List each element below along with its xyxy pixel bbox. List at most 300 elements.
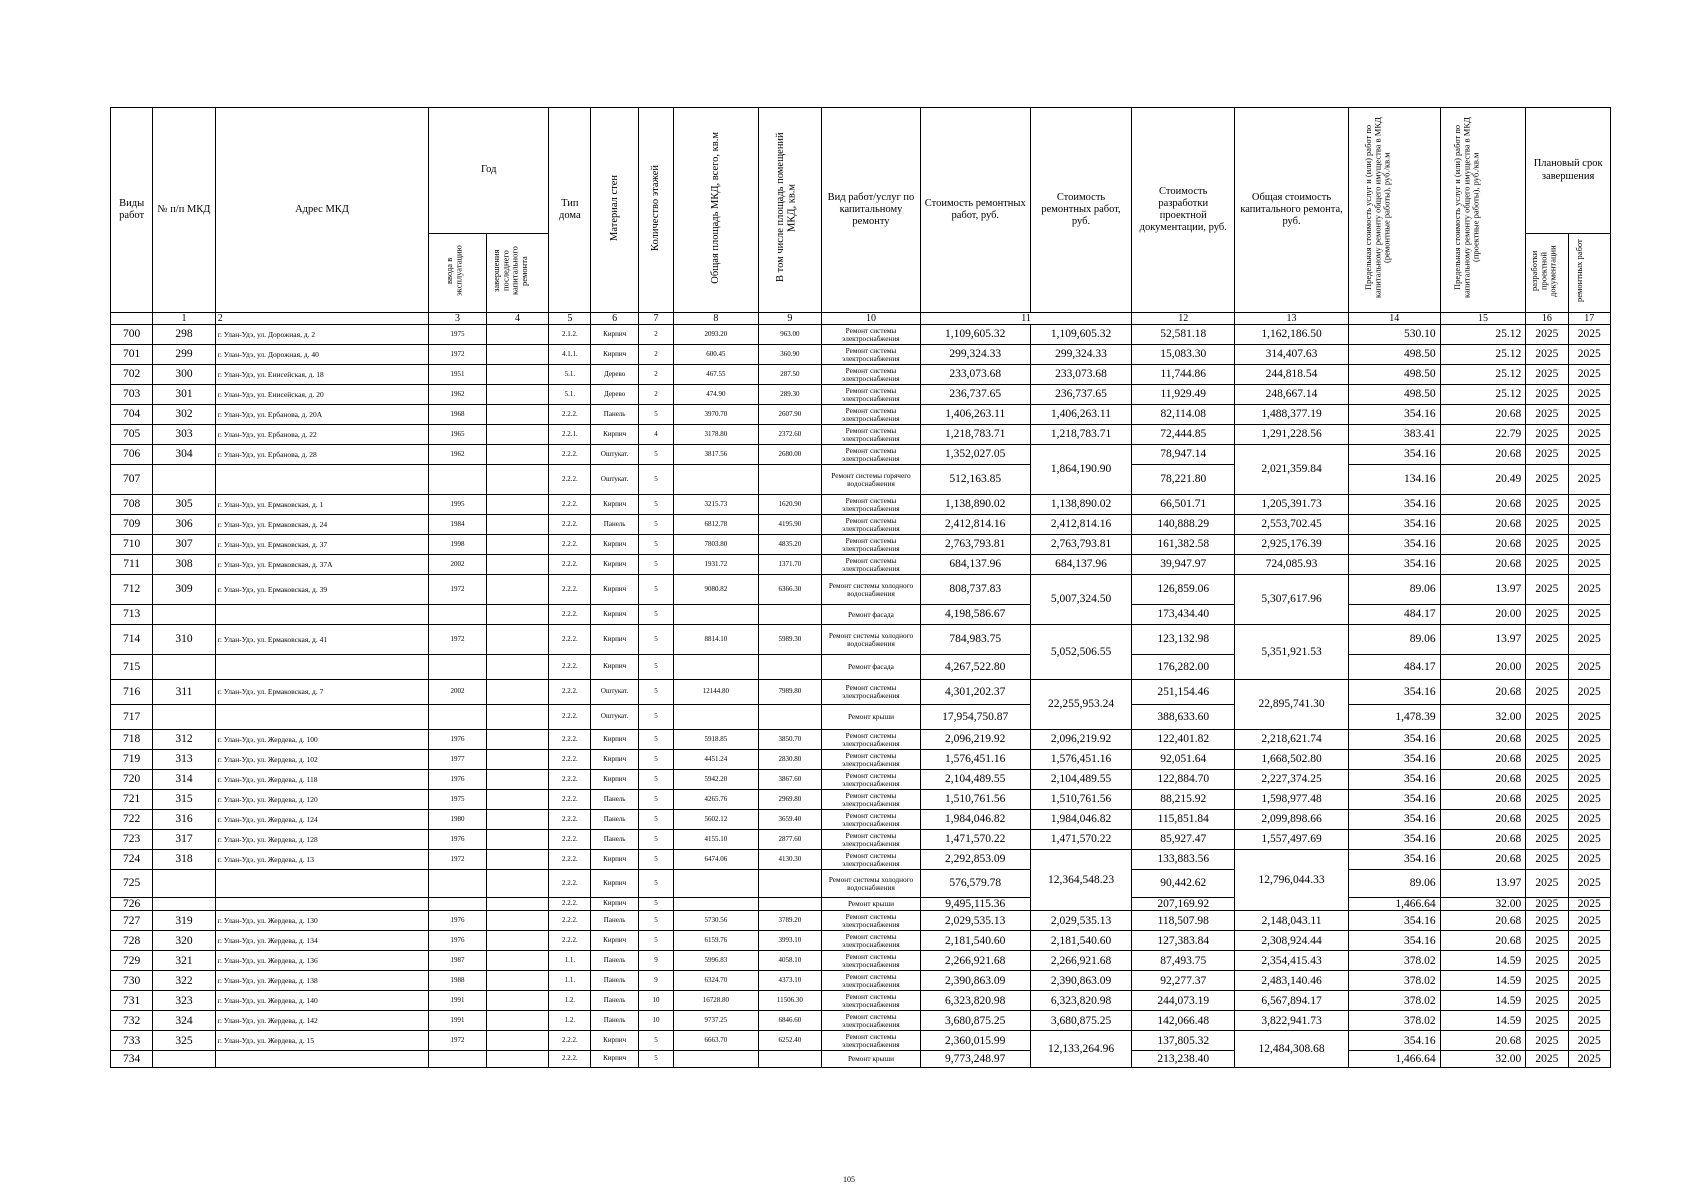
- term-repair-cell: 2025: [1568, 898, 1610, 911]
- premises-area-cell: 289.30: [758, 385, 821, 405]
- limit-repair-cell: 354.16: [1348, 810, 1440, 830]
- term-repair-cell: 2025: [1568, 425, 1610, 445]
- year-last-repair-cell: [486, 810, 548, 830]
- wall-material-cell: Панель: [591, 911, 638, 931]
- np-cell: 317: [153, 830, 215, 850]
- year-commissioning-cell: 2002: [429, 680, 486, 705]
- page-number: 105: [843, 1175, 855, 1184]
- vid-cell: 720: [111, 770, 153, 790]
- table-row: [111, 830, 1611, 850]
- house-type-cell: 2.2.2.: [549, 750, 591, 770]
- work-type-cell: Ремонт системы горячего водоснабжения: [822, 465, 921, 495]
- premises-area-cell: 1620.90: [758, 495, 821, 515]
- cost-repair-cell: 9,495,115.36: [920, 898, 1030, 911]
- cost-repair-cell: 236,737.65: [920, 385, 1030, 405]
- term-repair-cell: 2025: [1568, 605, 1610, 625]
- wall-material-cell: Кирпич: [591, 345, 638, 365]
- vid-cell: 711: [111, 555, 153, 575]
- column-number-cell: 13: [1235, 313, 1349, 325]
- year-commissioning-cell: 1987: [429, 951, 486, 971]
- year-last-repair-cell: [486, 385, 548, 405]
- cost-repair-cell: 2,104,489.55: [920, 770, 1030, 790]
- year-commissioning-cell: [429, 870, 486, 898]
- limit-repair-cell: 354.16: [1348, 750, 1440, 770]
- wall-material-cell: Панель: [591, 790, 638, 810]
- premises-area-cell: [758, 605, 821, 625]
- work-type-cell: Ремонт фасада: [822, 655, 921, 680]
- year-last-repair-cell: [486, 345, 548, 365]
- address-cell: г. Улан-Удэ, ул. Жердева, д. 13: [215, 850, 429, 870]
- cost-repair-cell: 2,763,793.81: [920, 535, 1030, 555]
- premises-area-cell: 2680.00: [758, 445, 821, 465]
- column-number-cell: 5: [549, 313, 591, 325]
- cost-repair-cell: 784,983.75: [920, 625, 1030, 655]
- premises-area-cell: 4058.10: [758, 951, 821, 971]
- floors-cell: 5: [638, 445, 673, 465]
- address-cell: г. Улан-Удэ, ул. Дорожная, д. 2: [215, 325, 429, 345]
- year-last-repair-cell: [486, 465, 548, 495]
- total-area-cell: 3178.80: [674, 425, 759, 445]
- house-type-cell: 2.2.2.: [549, 911, 591, 931]
- total-area-cell: 5730.56: [674, 911, 759, 931]
- term-repair-cell: 2025: [1568, 750, 1610, 770]
- cost-design-cell: 137,805.32: [1132, 1031, 1235, 1051]
- cost-total-cell: 12,484,308.68: [1235, 1031, 1349, 1068]
- cost-repair-cell: 3,680,875.25: [920, 1011, 1030, 1031]
- address-cell: г. Улан-Удэ, ул. Ермаковская, д. 39: [215, 575, 429, 605]
- table-row: [111, 790, 1611, 810]
- term-design-cell: 2025: [1526, 535, 1568, 555]
- np-cell: 306: [153, 515, 215, 535]
- cost-design-cell: 82,114.08: [1132, 405, 1235, 425]
- premises-area-cell: 7989.80: [758, 680, 821, 705]
- year-commissioning-cell: 1972: [429, 575, 486, 605]
- year-last-repair-cell: [486, 790, 548, 810]
- address-cell: г. Улан-Удэ, ул. Жердева, д. 100: [215, 730, 429, 750]
- cost-design-cell: 85,927.47: [1132, 830, 1235, 850]
- term-design-cell: 2025: [1526, 931, 1568, 951]
- table-row: [111, 750, 1611, 770]
- year-last-repair-cell: [486, 730, 548, 750]
- work-type-cell: Ремонт системы электроснабжения: [822, 750, 921, 770]
- table-row: [111, 870, 1611, 898]
- vid-cell: 713: [111, 605, 153, 625]
- cost-repair-total-cell: 1,218,783.71: [1030, 425, 1132, 445]
- wall-material-cell: Панель: [591, 971, 638, 991]
- premises-area-cell: 2969.80: [758, 790, 821, 810]
- year-last-repair-cell: [486, 445, 548, 465]
- year-last-repair-cell: [486, 1011, 548, 1031]
- np-cell: 303: [153, 425, 215, 445]
- term-repair-cell: 2025: [1568, 770, 1610, 790]
- np-cell: [153, 705, 215, 730]
- vid-cell: 712: [111, 575, 153, 605]
- cost-design-cell: 52,581.18: [1132, 325, 1235, 345]
- cost-repair-cell: 576,579.78: [920, 870, 1030, 898]
- work-type-cell: Ремонт системы электроснабжения: [822, 445, 921, 465]
- year-commissioning-cell: 1977: [429, 750, 486, 770]
- limit-repair-cell: 1,466.64: [1348, 898, 1440, 911]
- column-number-cell: 7: [638, 313, 673, 325]
- year-commissioning-cell: 1984: [429, 515, 486, 535]
- floors-cell: 5: [638, 911, 673, 931]
- cost-repair-cell: 4,301,202.37: [920, 680, 1030, 705]
- year-last-repair-cell: [486, 655, 548, 680]
- cost-total-cell: 2,227,374.25: [1235, 770, 1349, 790]
- work-type-cell: Ремонт системы холодного водоснабжения: [822, 575, 921, 605]
- cost-total-cell: 314,407.63: [1235, 345, 1349, 365]
- term-design-cell: 2025: [1526, 465, 1568, 495]
- cost-repair-total-cell: 1,406,263.11: [1030, 405, 1132, 425]
- total-area-cell: [674, 1051, 759, 1068]
- np-cell: 309: [153, 575, 215, 605]
- year-last-repair-cell: [486, 951, 548, 971]
- cost-repair-total-cell: 2,390,863.09: [1030, 971, 1132, 991]
- total-area-cell: 16728.80: [674, 991, 759, 1011]
- premises-area-cell: 3993.10: [758, 931, 821, 951]
- house-type-cell: 2.2.2.: [549, 830, 591, 850]
- year-last-repair-cell: [486, 971, 548, 991]
- term-design-cell: 2025: [1526, 770, 1568, 790]
- limit-repair-cell: 354.16: [1348, 515, 1440, 535]
- premises-area-cell: 4835.20: [758, 535, 821, 555]
- term-repair-cell: 2025: [1568, 730, 1610, 750]
- cost-repair-total-cell: 1,109,605.32: [1030, 325, 1132, 345]
- year-commissioning-cell: 1991: [429, 991, 486, 1011]
- cost-design-cell: 11,744.86: [1132, 365, 1235, 385]
- term-repair-cell: 2025: [1568, 555, 1610, 575]
- floors-cell: 5: [638, 680, 673, 705]
- work-type-cell: Ремонт системы электроснабжения: [822, 1031, 921, 1051]
- house-type-cell: 2.2.2.: [549, 810, 591, 830]
- total-area-cell: 474.90: [674, 385, 759, 405]
- vid-cell: 725: [111, 870, 153, 898]
- wall-material-cell: Оштукат.: [591, 445, 638, 465]
- wall-material-cell: Кирпич: [591, 898, 638, 911]
- vid-cell: 734: [111, 1051, 153, 1068]
- column-number-cell: 17: [1568, 313, 1610, 325]
- limit-design-cell: 25.12: [1440, 345, 1526, 365]
- limit-repair-cell: 354.16: [1348, 535, 1440, 555]
- limit-design-cell: 25.12: [1440, 325, 1526, 345]
- address-cell: г. Улан-Удэ, ул. Жердева, д. 130: [215, 911, 429, 931]
- limit-design-cell: 32.00: [1440, 898, 1526, 911]
- floors-cell: 5: [638, 465, 673, 495]
- cost-total-cell: 1,205,391.73: [1235, 495, 1349, 515]
- cost-repair-cell: 684,137.96: [920, 555, 1030, 575]
- vid-cell: 731: [111, 991, 153, 1011]
- floors-cell: 5: [638, 770, 673, 790]
- floors-cell: 5: [638, 705, 673, 730]
- premises-area-cell: 3659.40: [758, 810, 821, 830]
- vid-cell: 721: [111, 790, 153, 810]
- np-cell: 310: [153, 625, 215, 655]
- year-commissioning-cell: 1995: [429, 495, 486, 515]
- limit-design-cell: 20.68: [1440, 535, 1526, 555]
- limit-repair-cell: 354.16: [1348, 931, 1440, 951]
- floors-cell: 2: [638, 365, 673, 385]
- np-cell: 305: [153, 495, 215, 515]
- address-cell: г. Улан-Удэ, ул. Жердева, д. 142: [215, 1011, 429, 1031]
- house-type-cell: 2.2.2.: [549, 575, 591, 605]
- house-type-cell: 2.2.2.: [549, 555, 591, 575]
- cost-total-cell: 2,553,702.45: [1235, 515, 1349, 535]
- year-commissioning-cell: [429, 1051, 486, 1068]
- table-body: [111, 325, 1611, 1068]
- address-cell: г. Улан-Удэ, ул. Жердева, д. 134: [215, 931, 429, 951]
- cost-repair-total-cell: 1,510,761.56: [1030, 790, 1132, 810]
- floors-cell: 5: [638, 1051, 673, 1068]
- wall-material-cell: Кирпич: [591, 730, 638, 750]
- cost-repair-total-cell: 2,029,535.13: [1030, 911, 1132, 931]
- work-type-cell: Ремонт крыши: [822, 1051, 921, 1068]
- cost-design-cell: 133,883.56: [1132, 850, 1235, 870]
- cost-repair-cell: 1,138,890.02: [920, 495, 1030, 515]
- work-type-cell: Ремонт системы электроснабжения: [822, 790, 921, 810]
- table-row: [111, 1031, 1611, 1051]
- limit-repair-cell: 378.02: [1348, 1011, 1440, 1031]
- wall-material-cell: Кирпич: [591, 605, 638, 625]
- cost-total-cell: 1,557,497.69: [1235, 830, 1349, 850]
- year-commissioning-cell: 1972: [429, 1031, 486, 1051]
- work-type-cell: Ремонт фасада: [822, 605, 921, 625]
- work-type-cell: Ремонт крыши: [822, 705, 921, 730]
- term-repair-cell: 2025: [1568, 385, 1610, 405]
- cost-total-cell: 5,351,921.53: [1235, 625, 1349, 680]
- floors-cell: 5: [638, 535, 673, 555]
- year-last-repair-cell: [486, 850, 548, 870]
- cost-design-cell: 251,154.46: [1132, 680, 1235, 705]
- cost-design-cell: 118,507.98: [1132, 911, 1235, 931]
- house-type-cell: 2.2.2.: [549, 730, 591, 750]
- total-area-cell: [674, 870, 759, 898]
- cost-total-cell: 2,354,415.43: [1235, 951, 1349, 971]
- table-row: [111, 810, 1611, 830]
- total-area-cell: 5918.85: [674, 730, 759, 750]
- vid-cell: 722: [111, 810, 153, 830]
- limit-design-cell: 13.97: [1440, 625, 1526, 655]
- table-row: [111, 445, 1611, 465]
- column-number-cell: 9: [758, 313, 821, 325]
- np-cell: 304: [153, 445, 215, 465]
- cost-repair-total-cell: 2,763,793.81: [1030, 535, 1132, 555]
- year-last-repair-cell: [486, 870, 548, 898]
- cost-total-cell: 1,488,377.19: [1235, 405, 1349, 425]
- address-cell: г. Улан-Удэ, ул. Енисейская, д. 18: [215, 365, 429, 385]
- cost-total-cell: 1,162,186.50: [1235, 325, 1349, 345]
- cost-total-cell: 2,021,359.84: [1235, 445, 1349, 495]
- house-type-cell: 2.2.2.: [549, 931, 591, 951]
- wall-material-cell: Кирпич: [591, 575, 638, 605]
- cost-repair-cell: 1,984,046.82: [920, 810, 1030, 830]
- cost-repair-cell: 1,218,783.71: [920, 425, 1030, 445]
- year-commissioning-cell: 1972: [429, 625, 486, 655]
- floors-cell: 5: [638, 555, 673, 575]
- wall-material-cell: Дерево: [591, 385, 638, 405]
- house-type-cell: 2.2.2.: [549, 405, 591, 425]
- term-repair-cell: 2025: [1568, 810, 1610, 830]
- limit-repair-cell: 354.16: [1348, 555, 1440, 575]
- limit-design-cell: 20.68: [1440, 850, 1526, 870]
- vid-cell: 733: [111, 1031, 153, 1051]
- limit-repair-cell: 354.16: [1348, 911, 1440, 931]
- term-design-cell: 2025: [1526, 655, 1568, 680]
- cost-repair-cell: 1,352,027.05: [920, 445, 1030, 465]
- floors-cell: 5: [638, 625, 673, 655]
- cost-design-cell: 244,073.19: [1132, 991, 1235, 1011]
- address-cell: г. Улан-Удэ, ул. Жердева, д. 140: [215, 991, 429, 1011]
- limit-design-cell: 20.68: [1440, 680, 1526, 705]
- cost-repair-cell: 1,576,451.16: [920, 750, 1030, 770]
- house-type-cell: 2.2.2.: [549, 625, 591, 655]
- column-number-cell: 16: [1526, 313, 1568, 325]
- header-vid-rabot: Виды работ: [111, 108, 153, 313]
- work-type-cell: Ремонт системы электроснабжения: [822, 770, 921, 790]
- year-last-repair-cell: [486, 575, 548, 605]
- cost-total-cell: 2,483,140.46: [1235, 971, 1349, 991]
- vid-cell: 709: [111, 515, 153, 535]
- limit-repair-cell: 89.06: [1348, 870, 1440, 898]
- cost-repair-cell: 1,406,263.11: [920, 405, 1030, 425]
- work-type-cell: Ремонт системы электроснабжения: [822, 385, 921, 405]
- cost-total-cell: 2,218,621.74: [1235, 730, 1349, 750]
- header-cost-total: Общая стоимость капитального ремонта, руб.: [1235, 108, 1349, 313]
- cost-design-cell: 122,401.82: [1132, 730, 1235, 750]
- address-cell: [215, 870, 429, 898]
- house-type-cell: 2.2.2.: [549, 898, 591, 911]
- table-row: [111, 425, 1611, 445]
- cost-repair-total-cell: 22,255,953.24: [1030, 680, 1132, 730]
- work-type-cell: Ремонт системы холодного водоснабжения: [822, 870, 921, 898]
- np-cell: 320: [153, 931, 215, 951]
- np-cell: 325: [153, 1031, 215, 1051]
- house-type-cell: 2.2.2.: [549, 495, 591, 515]
- cost-repair-cell: 233,073.68: [920, 365, 1030, 385]
- cost-design-cell: 92,277.37: [1132, 971, 1235, 991]
- limit-design-cell: 13.97: [1440, 870, 1526, 898]
- floors-cell: 10: [638, 991, 673, 1011]
- work-type-cell: Ремонт крыши: [822, 898, 921, 911]
- cost-design-cell: 87,493.75: [1132, 951, 1235, 971]
- premises-area-cell: 2607.90: [758, 405, 821, 425]
- year-commissioning-cell: [429, 655, 486, 680]
- cost-repair-total-cell: 2,266,921.68: [1030, 951, 1132, 971]
- vid-cell: 703: [111, 385, 153, 405]
- premises-area-cell: 287.50: [758, 365, 821, 385]
- term-design-cell: 2025: [1526, 385, 1568, 405]
- floors-cell: 5: [638, 810, 673, 830]
- work-type-cell: Ремонт системы электроснабжения: [822, 425, 921, 445]
- floors-cell: 5: [638, 655, 673, 680]
- np-cell: 302: [153, 405, 215, 425]
- cost-repair-cell: 2,360,015.99: [920, 1031, 1030, 1051]
- np-cell: 299: [153, 345, 215, 365]
- header-house-type: Тип дома: [549, 108, 591, 313]
- year-commissioning-cell: 1951: [429, 365, 486, 385]
- total-area-cell: 7803.80: [674, 535, 759, 555]
- header-year-commissioning: ввода в эксплуатацию: [443, 245, 463, 297]
- term-design-cell: 2025: [1526, 405, 1568, 425]
- limit-design-cell: 20.68: [1440, 830, 1526, 850]
- vid-cell: 730: [111, 971, 153, 991]
- limit-design-cell: 20.00: [1440, 605, 1526, 625]
- cost-repair-cell: 1,510,761.56: [920, 790, 1030, 810]
- table-row: [111, 465, 1611, 495]
- limit-design-cell: 20.68: [1440, 810, 1526, 830]
- year-last-repair-cell: [486, 1031, 548, 1051]
- term-repair-cell: 2025: [1568, 655, 1610, 680]
- vid-cell: 707: [111, 465, 153, 495]
- table-row: [111, 655, 1611, 680]
- address-cell: г. Улан-Удэ, ул. Жердева, д. 102: [215, 750, 429, 770]
- limit-repair-cell: 354.16: [1348, 830, 1440, 850]
- header-total-area: Общая площадь МКД, всего, кв.м: [710, 132, 722, 284]
- work-type-cell: Ремонт системы электроснабжения: [822, 931, 921, 951]
- column-number-cell: 14: [1348, 313, 1440, 325]
- term-design-cell: 2025: [1526, 605, 1568, 625]
- house-type-cell: 2.2.2.: [549, 465, 591, 495]
- house-type-cell: 2.1.2.: [549, 325, 591, 345]
- total-area-cell: 8814.10: [674, 625, 759, 655]
- limit-design-cell: 20.68: [1440, 495, 1526, 515]
- np-cell: 322: [153, 971, 215, 991]
- wall-material-cell: Кирпич: [591, 535, 638, 555]
- wall-material-cell: Панель: [591, 405, 638, 425]
- header-year-last-repair: завершения последнего капитального ремонта: [491, 246, 530, 296]
- term-repair-cell: 2025: [1568, 365, 1610, 385]
- table-row: [111, 495, 1611, 515]
- premises-area-cell: 4195.90: [758, 515, 821, 535]
- work-type-cell: Ремонт системы электроснабжения: [822, 850, 921, 870]
- cost-repair-total-cell: 1,138,890.02: [1030, 495, 1132, 515]
- column-number-cell: 11: [920, 313, 1132, 325]
- cost-repair-total-cell: 299,324.33: [1030, 345, 1132, 365]
- total-area-cell: 9080.82: [674, 575, 759, 605]
- address-cell: г. Улан-Удэ, ул. Ербанова, д. 20А: [215, 405, 429, 425]
- cost-repair-cell: 2,412,814.16: [920, 515, 1030, 535]
- vid-cell: 715: [111, 655, 153, 680]
- vid-cell: 708: [111, 495, 153, 515]
- year-commissioning-cell: 1968: [429, 405, 486, 425]
- house-type-cell: 1.2.: [549, 991, 591, 1011]
- address-cell: г. Улан-Удэ, ул. Ермаковская, д. 41: [215, 625, 429, 655]
- cost-total-cell: 244,818.54: [1235, 365, 1349, 385]
- limit-repair-cell: 354.16: [1348, 495, 1440, 515]
- year-last-repair-cell: [486, 911, 548, 931]
- column-number-cell: 10: [822, 313, 921, 325]
- address-cell: г. Улан-Удэ, ул. Ермаковская, д. 1: [215, 495, 429, 515]
- table-row: [111, 991, 1611, 1011]
- total-area-cell: 4155.10: [674, 830, 759, 850]
- premises-area-cell: 2877.60: [758, 830, 821, 850]
- total-area-cell: 600.45: [674, 345, 759, 365]
- wall-material-cell: Оштукат.: [591, 680, 638, 705]
- header-wall-material: Материал стен: [608, 174, 620, 241]
- cost-repair-total-cell: 6,323,820.98: [1030, 991, 1132, 1011]
- cost-total-cell: 2,148,043.11: [1235, 911, 1349, 931]
- premises-area-cell: 963.00: [758, 325, 821, 345]
- term-design-cell: 2025: [1526, 425, 1568, 445]
- np-cell: 301: [153, 385, 215, 405]
- cost-design-cell: 213,238.40: [1132, 1051, 1235, 1068]
- header-premises-area: В том числе площадь помещений МКД, кв.м: [774, 133, 798, 283]
- house-type-cell: 2.2.2.: [549, 790, 591, 810]
- wall-material-cell: Кирпич: [591, 425, 638, 445]
- house-type-cell: 2.2.2.: [549, 870, 591, 898]
- year-last-repair-cell: [486, 405, 548, 425]
- year-last-repair-cell: [486, 830, 548, 850]
- work-type-cell: Ремонт системы электроснабжения: [822, 325, 921, 345]
